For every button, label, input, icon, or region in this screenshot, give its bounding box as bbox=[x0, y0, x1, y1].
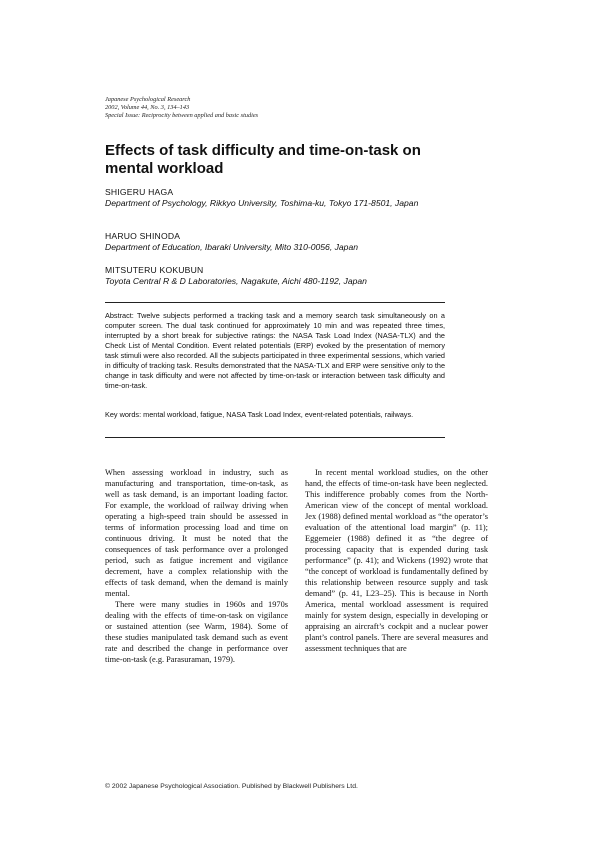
keywords bbox=[105, 410, 445, 420]
author-block-1 bbox=[105, 187, 450, 209]
abstract-label: Abstract: bbox=[105, 311, 134, 320]
author-affiliation: Department of Education, Ibaraki University, Mito 310-0056, Japan bbox=[105, 242, 359, 252]
keywords-text: mental workload, fatigue, NASA Task Load Index, event-related potentials, railways. bbox=[143, 410, 414, 419]
body-column-left bbox=[105, 467, 288, 665]
journal-special-issue: Special Issue: Reciprocity between applied and basic studies bbox=[105, 111, 259, 119]
abstract bbox=[105, 311, 445, 391]
journal-volume: 2002, Volume 44, No. 3, 134–143 bbox=[105, 103, 190, 111]
author-name: HARUO SHINODA bbox=[105, 231, 181, 241]
journal-name: Japanese Psychological Research bbox=[105, 96, 191, 103]
author-affiliation: Toyota Central R & D Laboratories, Nagakute, Aichi 480-1192, Japan bbox=[105, 276, 367, 286]
abstract-text: Twelve subjects performed a tracking task and a memory search task simultaneously on a computer screen. The dual task continued for approximately 10 min and was repeated three times, interrupted by a short break for subjective ratings: the NASA Task Load Index (NASA-TLX) and the Check List of Mental Condition. Event related potentials (ERP) evoked by the presentation of memory task stimuli were also recorded. All the subjects participated in three experimental sessions, which varied in difficulty of tracking task. Results demonstrated that the NASA-TLX and ERP were sensitive only to the change in task difficulty and were not affected by time-on-task or interaction between task difficulty and time-on-task. bbox=[105, 311, 445, 390]
body-paragraph: In recent mental workload studies, on the other hand, the effects of time-on-task have been neglected. This indifference probably comes from the North-American view of the concept of mental workload. Jex (1988) defined mental workload as “the operator’s evaluation of the attentional load margin” (p. 11); Eggemeier (1988) defined it as “the degree of processing capacity that is expended during task performance” (p. 41); and Wickens (1992) wrote that “the concept of workload is fundamentally defined by this relationship between resource supply and task demand” (p. 41, L23–25). This is because in North America, mental workload assessment is required mainly for system design, especially in developing or appraising an aircraft’s cockpit and a nuclear power plant’s control panels. There are several measures and assessment techniques that are bbox=[305, 468, 488, 653]
abstract-bottom-rule bbox=[105, 437, 445, 438]
author-block-3 bbox=[105, 265, 450, 287]
body-paragraph: There were many studies in 1960s and 1970s dealing with the effects of time-on-task on vigilance or sustained attention (see Warm, 1984). Some of these studies manipulated task demand such as event rate and described the change in performance over time-on-task (e.g. Parasuraman, 1979). bbox=[105, 600, 288, 664]
body-paragraph: When assessing workload in industry, such as manufacturing and transportation, time-on-task, as well as task demand, is an important loading factor. For example, the workload of railway driving when operating a high-speed train should be assessed in terms of information processing load and time on continuous driving. It must be noted that the consequences of task performance over a prolonged period, such as fatigue increment and vigilance decrement, have a complex relationship with the effects of task demand, when the demand is mainly mental. bbox=[105, 468, 288, 598]
keywords-label: Key words: bbox=[105, 410, 142, 419]
article-title: Effects of task difficulty and time-on-task on mental workload bbox=[105, 142, 421, 177]
author-name: MITSUTERU KOKUBUN bbox=[105, 265, 204, 275]
author-affiliation: Department of Psychology, Rikkyo University, Toshima-ku, Tokyo 171-8501, Japan bbox=[105, 198, 419, 208]
author-name: SHIGERU HAGA bbox=[105, 187, 174, 197]
body-column-right bbox=[305, 467, 488, 654]
journal-header bbox=[105, 96, 425, 119]
author-block-2 bbox=[105, 231, 450, 253]
copyright-footer: © 2002 Japanese Psychological Association. Published by Blackwell Publishers Ltd. bbox=[105, 783, 358, 790]
abstract-top-rule bbox=[105, 302, 445, 303]
